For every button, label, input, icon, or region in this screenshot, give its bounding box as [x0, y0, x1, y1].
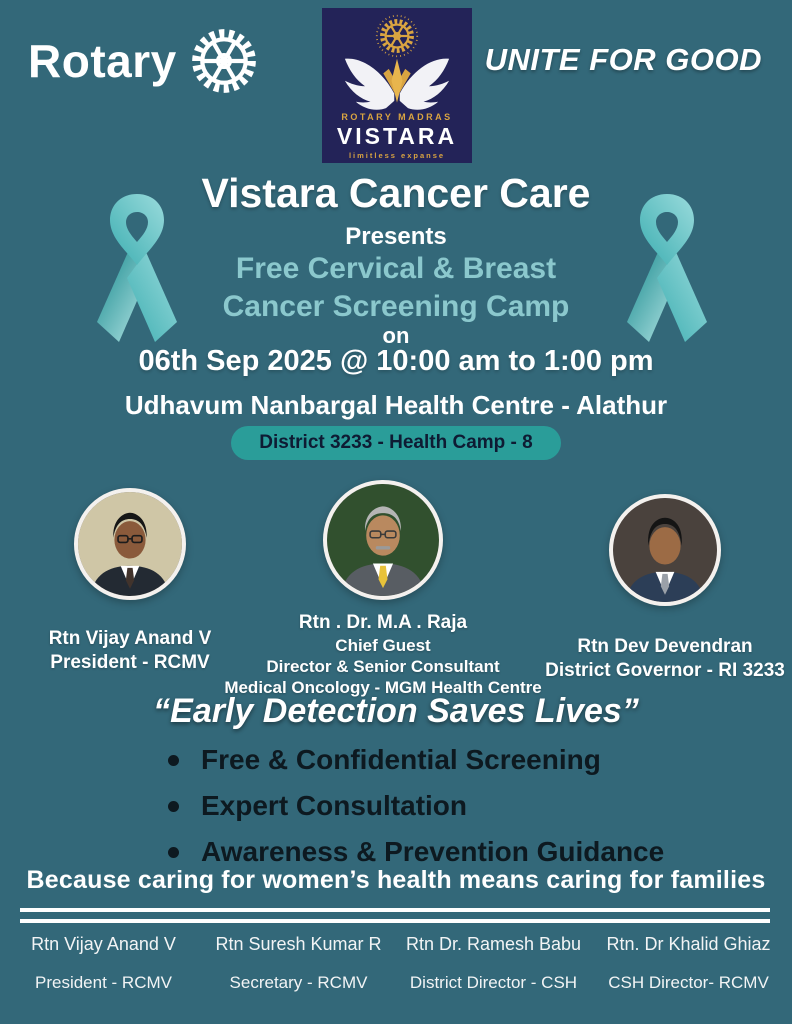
footer-col-president	[6, 934, 201, 993]
camp-name-line2: Cancer Screening Camp	[222, 290, 570, 323]
footer-col-secretary	[201, 934, 396, 993]
footer-name: Rtn Suresh Kumar R	[215, 934, 382, 954]
person-card-district-governor	[542, 494, 788, 683]
poster-title: Vistara Cancer Care	[201, 170, 591, 216]
avatar	[323, 480, 443, 600]
camp-name-line1: Free Cervical & Breast	[235, 252, 557, 285]
person-caption	[542, 635, 788, 683]
bullet-dot-icon	[168, 755, 179, 766]
vistara-club-logo	[322, 8, 472, 163]
district-badge: District 3233 - Health Camp - 8	[231, 426, 560, 460]
list-item	[168, 744, 664, 776]
person-role: President - RCMV	[50, 651, 210, 673]
footer-col-district-director	[396, 934, 591, 993]
person-card-chief-guest	[220, 480, 546, 699]
bullet-dot-icon	[168, 847, 179, 858]
list-item	[168, 790, 664, 822]
list-item-label: Expert Consultation	[201, 790, 468, 821]
person-designation: Director & Senior Consultant	[266, 657, 500, 676]
list-item	[168, 836, 664, 868]
footer-role: District Director - CSH	[409, 973, 578, 992]
club-region-label: ROTARY MADRAS	[341, 112, 453, 122]
footer-role: CSH Director- RCMV	[608, 973, 769, 992]
list-item-label: Awareness & Prevention Guidance	[201, 836, 665, 867]
club-tagline-label: limitless expanse	[348, 151, 446, 160]
tagline-text: Because caring for women’s health means caring for families	[26, 866, 766, 894]
person-name: Rtn Dev Devendran	[577, 636, 753, 657]
footer-col-csh-director	[591, 934, 786, 993]
footer-role: President - RCMV	[35, 973, 172, 992]
rotary-wordmark: Rotary	[28, 35, 177, 87]
event-venue: Udhavum Nanbargal Health Centre - Alathur	[124, 390, 668, 420]
person-caption	[8, 627, 252, 675]
person-name: Rtn Vijay Anand V	[48, 628, 212, 649]
avatar	[609, 494, 721, 606]
event-datetime: 06th Sep 2025 @ 10:00 am to 1:00 pm	[138, 345, 654, 377]
footer-committee	[6, 934, 786, 993]
person-card-president	[8, 488, 252, 675]
club-name-label: VISTARA	[336, 123, 458, 149]
person-caption	[220, 611, 546, 699]
vistara-wings-icon	[327, 46, 467, 110]
person-name: Rtn . Dr. M.A . Raja	[298, 612, 468, 633]
person-organisation: Medical Oncology - MGM Health Centre	[224, 678, 542, 698]
footer-name: Rtn Vijay Anand V	[31, 934, 176, 954]
quote-text: “Early Detection Saves Lives”	[153, 692, 639, 730]
rotary-gear-icon	[189, 26, 259, 96]
district-badge-row	[0, 426, 792, 460]
on-label: on	[382, 323, 410, 348]
rotary-logo	[28, 26, 259, 96]
benefits-list	[168, 744, 664, 882]
divider-line	[20, 908, 770, 912]
bullet-dot-icon	[168, 801, 179, 812]
presents-label: Presents	[345, 223, 447, 250]
footer-role: Secretary - RCMV	[229, 973, 368, 992]
footer-name: Rtn. Dr Khalid Ghiaz	[606, 934, 771, 954]
person-role: District Governor - RI 3233	[545, 659, 785, 681]
unite-for-good-slogan: UNITE FOR GOOD	[484, 42, 762, 77]
divider-line	[20, 919, 770, 923]
footer-name: Rtn Dr. Ramesh Babu	[405, 934, 582, 954]
avatar	[74, 488, 186, 600]
person-role: Chief Guest	[335, 635, 431, 655]
list-item-label: Free & Confidential Screening	[201, 744, 601, 775]
